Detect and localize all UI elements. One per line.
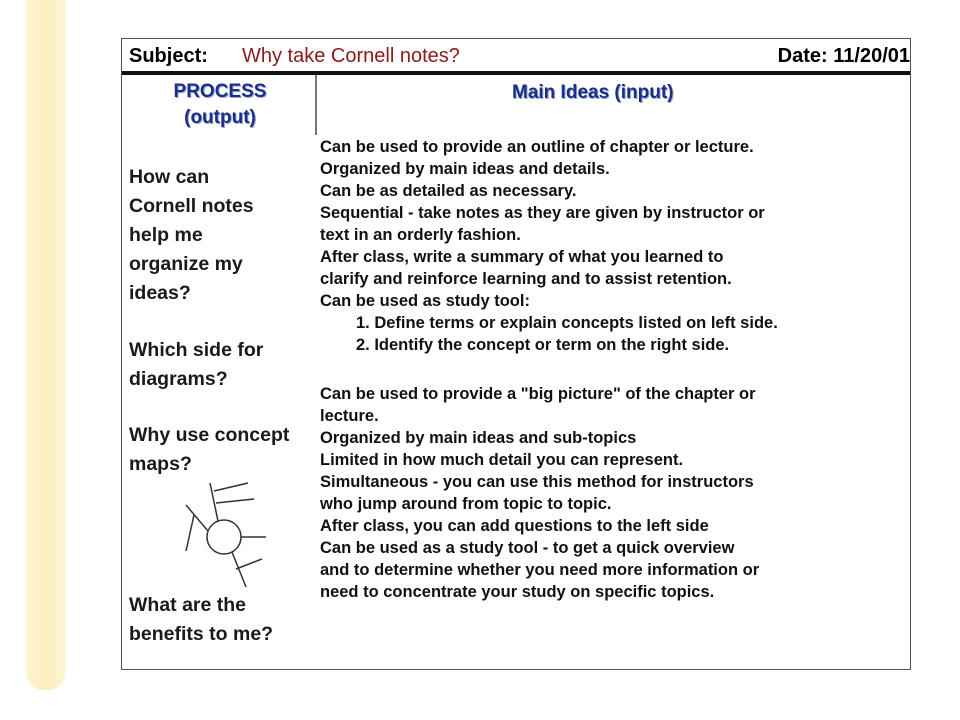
note-line: and to determine whether you need more information or (320, 561, 760, 579)
note-line: Sequential - take notes as they are given by instructor or (320, 204, 765, 222)
process-heading (150, 79, 290, 131)
subject-value: Why take Cornell notes? (242, 45, 460, 67)
question-concept-maps: Why use concept maps? (129, 424, 290, 475)
process-heading-line2: (output) (184, 107, 256, 128)
note-line: text in an orderly fashion. (320, 226, 521, 244)
note-line: After class, you can add questions to the left side (320, 517, 709, 535)
concept-map-diagram (172, 479, 272, 594)
cornell-notes-sheet (121, 38, 911, 670)
note-line: 2. Identify the concept or term on the right side. (356, 336, 730, 354)
note-line: who jump around from topic to topic. (320, 495, 612, 513)
note-line: clarify and reinforce learning and to assist retention. (320, 270, 732, 288)
note-line: lecture. (320, 407, 379, 425)
column-divider (315, 75, 317, 135)
main-ideas-notes (320, 136, 910, 603)
main-ideas-heading: Main Ideas (input) (512, 82, 674, 103)
note-line: After class, write a summary of what you learned to (320, 248, 724, 266)
question-diagrams: Which side for diagrams? (129, 339, 264, 390)
decorative-sidebar (26, 0, 66, 690)
question-organize: How can Cornell notes help me organize my ideas? (129, 166, 254, 304)
date-label: Date: (777, 45, 828, 67)
note-line: Can be as detailed as necessary. (320, 182, 577, 200)
date-value: 11/20/01 (833, 45, 910, 67)
notes-header (122, 39, 910, 75)
process-heading-line1: PROCESS (173, 81, 267, 102)
note-line: 1. Define terms or explain concepts listed on left side. (356, 314, 778, 332)
subject-label: Subject: (129, 45, 208, 67)
note-line: Can be used as a study tool - to get a quick overview (320, 539, 735, 557)
note-line: need to concentrate your study on specific topics. (320, 583, 715, 601)
note-line: Can be used to provide a "big picture" of the chapter or (320, 385, 756, 403)
note-line: Can be used to provide an outline of chapter or lecture. (320, 138, 754, 156)
note-line: Limited in how much detail you can represent. (320, 451, 684, 469)
note-line: Organized by main ideas and details. (320, 160, 610, 178)
note-line: Organized by main ideas and sub-topics (320, 429, 637, 447)
note-line: Can be used as study tool: (320, 292, 530, 310)
question-benefits: What are the benefits to me? (129, 594, 274, 645)
note-line: Simultaneous - you can use this method for instructors (320, 473, 754, 491)
date-block (778, 39, 910, 73)
section-gap (320, 356, 910, 383)
